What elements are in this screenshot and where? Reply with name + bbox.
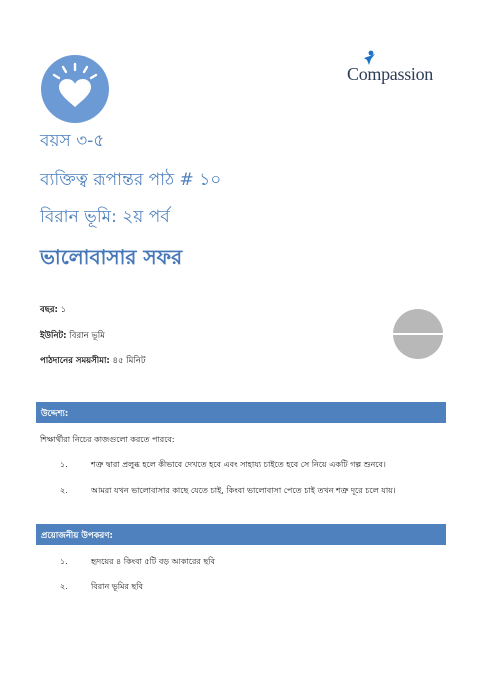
meta-time-label: পাঠদানের সময়সীমা: bbox=[40, 356, 110, 366]
compassion-logo bbox=[347, 50, 447, 90]
list-item-number: ২. bbox=[60, 582, 68, 591]
objectives-heading: উদ্দেশ্য: bbox=[36, 402, 446, 423]
list-item-number: ১. bbox=[60, 557, 68, 566]
list-item bbox=[60, 459, 440, 471]
heart-icon bbox=[41, 55, 109, 123]
divider-line bbox=[393, 333, 443, 335]
logo-wordmark: Compassion bbox=[347, 64, 434, 84]
list-item bbox=[60, 556, 440, 568]
list-item bbox=[60, 485, 440, 497]
meta-unit bbox=[40, 329, 105, 343]
meta-unit-label: ইউনিট: bbox=[40, 331, 67, 341]
meta-unit-value: বিরান ভূমি bbox=[69, 331, 105, 341]
list-item-number: ২. bbox=[60, 486, 68, 495]
list-item-text: শত্রু দ্বারা প্রলুব্ধ হলে কীভাবে দেখতে হবে এবং সাহায্য চাইতে হবে সে নিয়ে একটি গল্প শুনবে। bbox=[91, 460, 386, 469]
meta-year-label: বছর: bbox=[40, 305, 58, 315]
list-item-text: হৃদয়ের ৪ কিংবা ৫টি বড় আকারের ছবি bbox=[91, 557, 215, 566]
list-item-text: আমরা যখন ভালোবাসার কাছে যেতে চাই, কিংবা ভালোবাসা পেতে চাই তখন শত্রু দূরে চলে যায়। bbox=[91, 486, 396, 495]
meta-year-value: ১ bbox=[60, 305, 67, 315]
divider-circle-icon bbox=[393, 309, 443, 359]
lesson-part: বিরান ভূমি: ২য় পর্ব bbox=[40, 207, 170, 227]
objectives-intro: শিক্ষার্থীরা নিচের কাজগুলো করতে পারবে: bbox=[40, 435, 175, 444]
meta-time bbox=[40, 354, 146, 368]
meta-year bbox=[40, 303, 66, 317]
list-item bbox=[60, 581, 440, 593]
list-item-text: বিরান ভূমির ছবি bbox=[91, 582, 144, 591]
meta-time-value: ৪৫ মিনিট bbox=[112, 356, 146, 366]
lesson-subtitle: ব্যক্তিত্ব রূপান্তর পাঠ # ১০ bbox=[40, 170, 222, 190]
materials-heading: প্রয়োজনীয় উপকরণ: bbox=[36, 524, 446, 545]
age-range: বয়স ৩-৫ bbox=[40, 131, 105, 151]
list-item-number: ১. bbox=[60, 460, 68, 469]
heart-badge bbox=[41, 55, 109, 123]
page-title: ভালোবাসার সফর bbox=[40, 245, 183, 269]
